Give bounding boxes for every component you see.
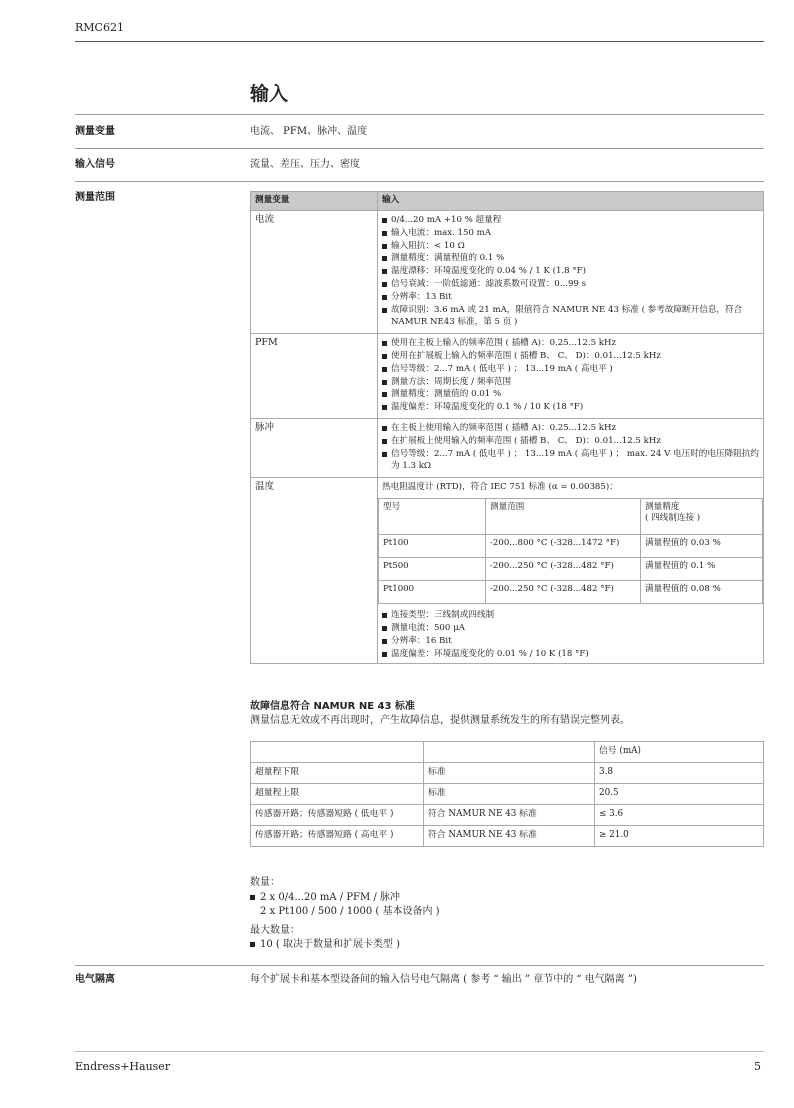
table-row-pfm <box>251 334 764 419</box>
row-name: 电流 <box>251 211 378 334</box>
column-header: 测量变量 <box>251 192 378 211</box>
bullet-square-icon <box>250 942 255 947</box>
list-item: 输入电流：max. 150 mA <box>382 227 759 240</box>
row-divider <box>75 148 764 149</box>
running-head: RMC621 <box>75 21 124 34</box>
list-item: 测量精度：测量值的 0.01 % <box>382 388 759 401</box>
spec-list <box>382 214 759 329</box>
row-spec <box>378 211 764 334</box>
list-item: 使用在扩展板上输入的频率范围 ( 插槽 B、 C、 D)：0.01...12.5 kHz <box>382 350 759 363</box>
fault-heading: 故障信息符合 NAMUR NE 43 标准 <box>250 701 415 712</box>
rtd-header-cell: 型号 <box>379 499 486 535</box>
fault-header-cell: 信号 (mA) <box>595 742 764 763</box>
table-header-row <box>251 192 764 211</box>
list-item: 分辨率：16 Bit <box>382 635 759 648</box>
fault-cell: 超量程上限 <box>251 784 424 805</box>
fault-header-row <box>251 742 764 763</box>
rtd-cell: Pt100 <box>379 535 486 558</box>
input-count-block <box>250 876 440 953</box>
rtd-cell: Pt1000 <box>379 581 486 604</box>
rtd-row <box>379 581 763 604</box>
spec-list <box>382 337 759 414</box>
row-name: PFM <box>251 334 378 419</box>
rtd-header-row <box>379 499 763 535</box>
list-item: 测量精度：满量程值的 0.1 % <box>382 252 759 265</box>
fault-cell: 传感器开路；传感器短路 ( 低电平 ) <box>251 805 424 826</box>
fault-cell: 标准 <box>424 763 595 784</box>
rtd-cell: -200...250 °C (-328...482 °F) <box>486 581 641 604</box>
fault-row <box>251 805 764 826</box>
row-spec <box>378 334 764 419</box>
measuring-range-table <box>250 191 764 664</box>
bullet-square-icon <box>250 895 255 900</box>
list-item: 温度偏差：环境温度变化的 0.1 % / 10 K (18 °F) <box>382 401 759 414</box>
rtd-intro: 热电阻温度计 (RTD)，符合 IEC 751 标准 (α = 0.00385)： <box>382 482 618 493</box>
list-item: 在主板上使用输入的频率范围 ( 插槽 A)：0.25...12.5 kHz <box>382 422 759 435</box>
list-item: 信号等级：2...7 mA ( 低电平 ) ； 13...19 mA ( 高电平 ) <box>382 363 759 376</box>
page-number: 5 <box>754 1060 761 1073</box>
fault-description: 测量信息无效或不再出现时，产生故障信息，提供测量系统发生的所有错误完整列表。 <box>250 715 630 726</box>
list-item: 信号等级：2...7 mA ( 低电平 ) ； 13...19 mA ( 高电平 ) ； max. 24 V 电压时的电压降阻抗约为 1.3 kΩ <box>382 448 759 474</box>
rtd-cell: 满量程值的 0.1 % <box>641 558 763 581</box>
quantity-line: 2 x Pt100 / 500 / 1000 ( 基本设备内 ) <box>260 906 440 918</box>
fault-header-cell <box>251 742 424 763</box>
fault-cell: 符合 NAMUR NE 43 标准 <box>424 805 595 826</box>
footer-rule <box>75 1051 764 1052</box>
table-row-current <box>251 211 764 334</box>
row-spec <box>378 478 764 664</box>
max-quantity-line: 10 ( 取决于数量和扩展卡类型 ) <box>260 939 401 951</box>
fault-header-cell <box>424 742 595 763</box>
list-item: 温度偏差：环境温度变化的 0.01 % / 10 K (18 °F) <box>382 648 759 661</box>
quantity-item <box>250 891 440 906</box>
footer-company: Endress+Hauser <box>75 1060 171 1073</box>
header-rule <box>75 41 764 42</box>
rtd-header-cell: 测量范围 <box>486 499 641 535</box>
list-item: 使用在主板上输入的频率范围 ( 插槽 A)：0.25...12.5 kHz <box>382 337 759 350</box>
galvanic-isolation-label: 电气隔离 <box>75 974 115 985</box>
column-header: 输入 <box>378 192 764 211</box>
rtd-cell: -200...250 °C (-328...482 °F) <box>486 558 641 581</box>
list-item: 分辨率：13 Bit <box>382 291 759 304</box>
input-signal-value: 流量、差压、压力、密度 <box>250 159 360 170</box>
rtd-cell: Pt500 <box>379 558 486 581</box>
row-divider <box>75 181 764 182</box>
fault-cell: 3.8 <box>595 763 764 784</box>
fault-row <box>251 826 764 847</box>
measured-variable-label: 测量变量 <box>75 126 115 137</box>
rtd-row <box>379 535 763 558</box>
list-item: 测量电流：500 μA <box>382 622 759 635</box>
fault-cell: 20.5 <box>595 784 764 805</box>
section-title: 输入 <box>250 83 289 105</box>
fault-cell: ≥ 21.0 <box>595 826 764 847</box>
list-item: 测量方法：周期长度 / 频率范围 <box>382 376 759 389</box>
max-quantity-label: 最大数量： <box>250 924 300 936</box>
rtd-cell: 满量程值的 0.03 % <box>641 535 763 558</box>
fault-cell: 符合 NAMUR NE 43 标准 <box>424 826 595 847</box>
fault-row <box>251 763 764 784</box>
galvanic-isolation-value: 每个扩展卡和基本型设备间的输入信号电气隔离 ( 参考 “ 输出 ” 章节中的 “ 电气隔离 ”) <box>250 974 637 985</box>
row-divider <box>75 965 764 966</box>
fault-row <box>251 784 764 805</box>
list-item: 故障识别：3.6 mA 或 21 mA，限值符合 NAMUR NE 43 标准 ( 参考故障断开信息，符合 NAMUR NE43 标准，第 5 页 ) <box>382 304 759 330</box>
list-item: 输入阻抗：< 10 Ω <box>382 240 759 253</box>
max-quantity-item <box>250 938 440 953</box>
row-name: 温度 <box>251 478 378 664</box>
list-item: 在扩展板上使用输入的频率范围 ( 插槽 B、 C、 D)：0.01...12.5 kHz <box>382 435 759 448</box>
table-row-temperature <box>251 478 764 664</box>
row-divider <box>75 114 764 115</box>
fault-cell: ≤ 3.6 <box>595 805 764 826</box>
spec-list <box>382 422 759 473</box>
spec-list <box>382 609 759 660</box>
row-spec <box>378 418 764 477</box>
quantity-line: 2 x 0/4...20 mA / PFM / 脉冲 <box>260 891 400 903</box>
list-item: 连接类型：三线制或四线制 <box>382 609 759 622</box>
quantity-label: 数量： <box>250 877 280 888</box>
rtd-cell: 满量程值的 0.08 % <box>641 581 763 604</box>
measuring-range-label: 测量范围 <box>75 192 115 203</box>
table-row-pulse <box>251 418 764 477</box>
fault-cell: 标准 <box>424 784 595 805</box>
row-name: 脉冲 <box>251 418 378 477</box>
input-signal-label: 输入信号 <box>75 159 115 170</box>
rtd-cell: -200...800 °C (-328...1472 °F) <box>486 535 641 558</box>
fault-table <box>250 741 764 847</box>
measured-variable-value: 电流、 PFM、脉冲、温度 <box>250 126 368 137</box>
list-item: 信号衰减：一阶低滤通：滤波系数可设置：0...99 s <box>382 278 759 291</box>
fault-cell: 传感器开路；传感器短路 ( 高电平 ) <box>251 826 424 847</box>
list-item: 0/4...20 mA +10 % 超量程 <box>382 214 759 227</box>
rtd-table <box>378 498 763 604</box>
rtd-row <box>379 558 763 581</box>
list-item: 温度漂移：环境温度变化的 0.04 % / 1 K (1.8 °F) <box>382 265 759 278</box>
fault-cell: 超量程下限 <box>251 763 424 784</box>
rtd-header-cell: 测量精度 ( 四线制连接 ) <box>641 499 763 535</box>
